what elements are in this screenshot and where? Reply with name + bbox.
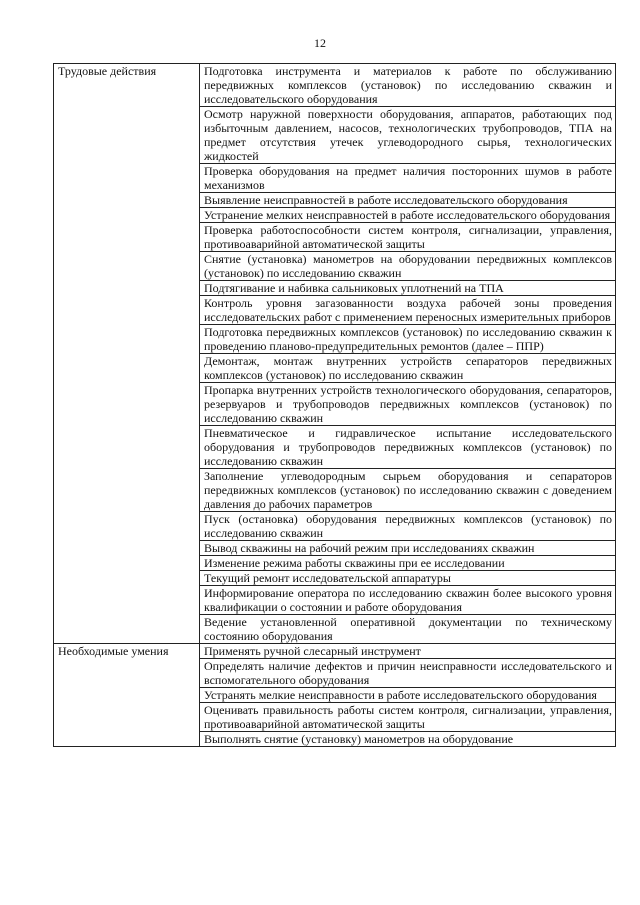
- requirements-table: [53, 63, 616, 747]
- section-item: Выполнять снятие (установку) манометров на оборудование: [200, 732, 616, 747]
- section-item: Устранение мелких неисправностей в работе исследовательского оборудования: [200, 208, 616, 223]
- section-item: Вывод скважины на рабочий режим при исследованиях скважин: [200, 541, 616, 556]
- section-item: Подготовка передвижных комплексов (установок) по исследованию скважин к проведению планово-предупредительных ремонтов (далее – ППР): [200, 325, 616, 354]
- section-item: Оценивать правильность работы систем контроля, сигнализации, управления, противоаварийной автоматической защиты: [200, 703, 616, 732]
- section-item: Информирование оператора по исследованию скважин более высокого уровня квалификации о состоянии и работе оборудования: [200, 586, 616, 615]
- section-item: Применять ручной слесарный инструмент: [200, 644, 616, 659]
- section-item: Проверка работоспособности систем контроля, сигнализации, управления, противоаварийной автоматической защиты: [200, 223, 616, 252]
- section-item: Изменение режима работы скважины при ее исследовании: [200, 556, 616, 571]
- section-item: Текущий ремонт исследовательской аппаратуры: [200, 571, 616, 586]
- page-number: 12: [314, 36, 326, 50]
- section-item: Ведение установленной оперативной документации по техническому состоянию оборудования: [200, 615, 616, 644]
- section-item: Снятие (установка) манометров на оборудовании передвижных комплексов (установок) по исследованию скважин: [200, 252, 616, 281]
- section-label: Необходимые умения: [54, 644, 200, 747]
- section-item: Контроль уровня загазованности воздуха рабочей зоны проведения исследовательских работ с применением переносных измерительных приборов: [200, 296, 616, 325]
- section-item: Пневматическое и гидравлическое испытание исследовательского оборудования и трубопроводов передвижных комплексов (установок) по исследованию скважин: [200, 426, 616, 469]
- section-item: Осмотр наружной поверхности оборудования, аппаратов, работающих под избыточным давлением, насосов, технологических трубопроводов, ТПА на предмет отсутствия утечек углеводородного сырья, технологических жидкостей: [200, 107, 616, 164]
- section-item: Подтягивание и набивка сальниковых уплотнений на ТПА: [200, 281, 616, 296]
- section-item: Определять наличие дефектов и причин неисправности исследовательского и вспомогательного оборудования: [200, 659, 616, 688]
- section-item: Пропарка внутренних устройств технологического оборудования, сепараторов, резервуаров и трубопроводов передвижных комплексов (установок) по исследованию скважин: [200, 383, 616, 426]
- section-item: Подготовка инструмента и материалов к работе по обслуживанию передвижных комплексов (установок) по исследованию скважин и исследовательского оборудования: [200, 64, 616, 107]
- table-row: [54, 644, 616, 659]
- section-item: Пуск (остановка) оборудования передвижных комплексов (установок) по исследованию скважин: [200, 512, 616, 541]
- section-item: Выявление неисправностей в работе исследовательского оборудования: [200, 193, 616, 208]
- section-item: Демонтаж, монтаж внутренних устройств сепараторов передвижных комплексов (установок) по исследованию скважин: [200, 354, 616, 383]
- table-row: [54, 64, 616, 107]
- section-label: Трудовые действия: [54, 64, 200, 644]
- section-item: Проверка оборудования на предмет наличия посторонних шумов в работе механизмов: [200, 164, 616, 193]
- section-item: Заполнение углеводородным сырьем оборудования и сепараторов передвижных комплексов (установок) по исследованию скважин с доведением давления до рабочих параметров: [200, 469, 616, 512]
- section-item: Устранять мелкие неисправности в работе исследовательского оборудования: [200, 688, 616, 703]
